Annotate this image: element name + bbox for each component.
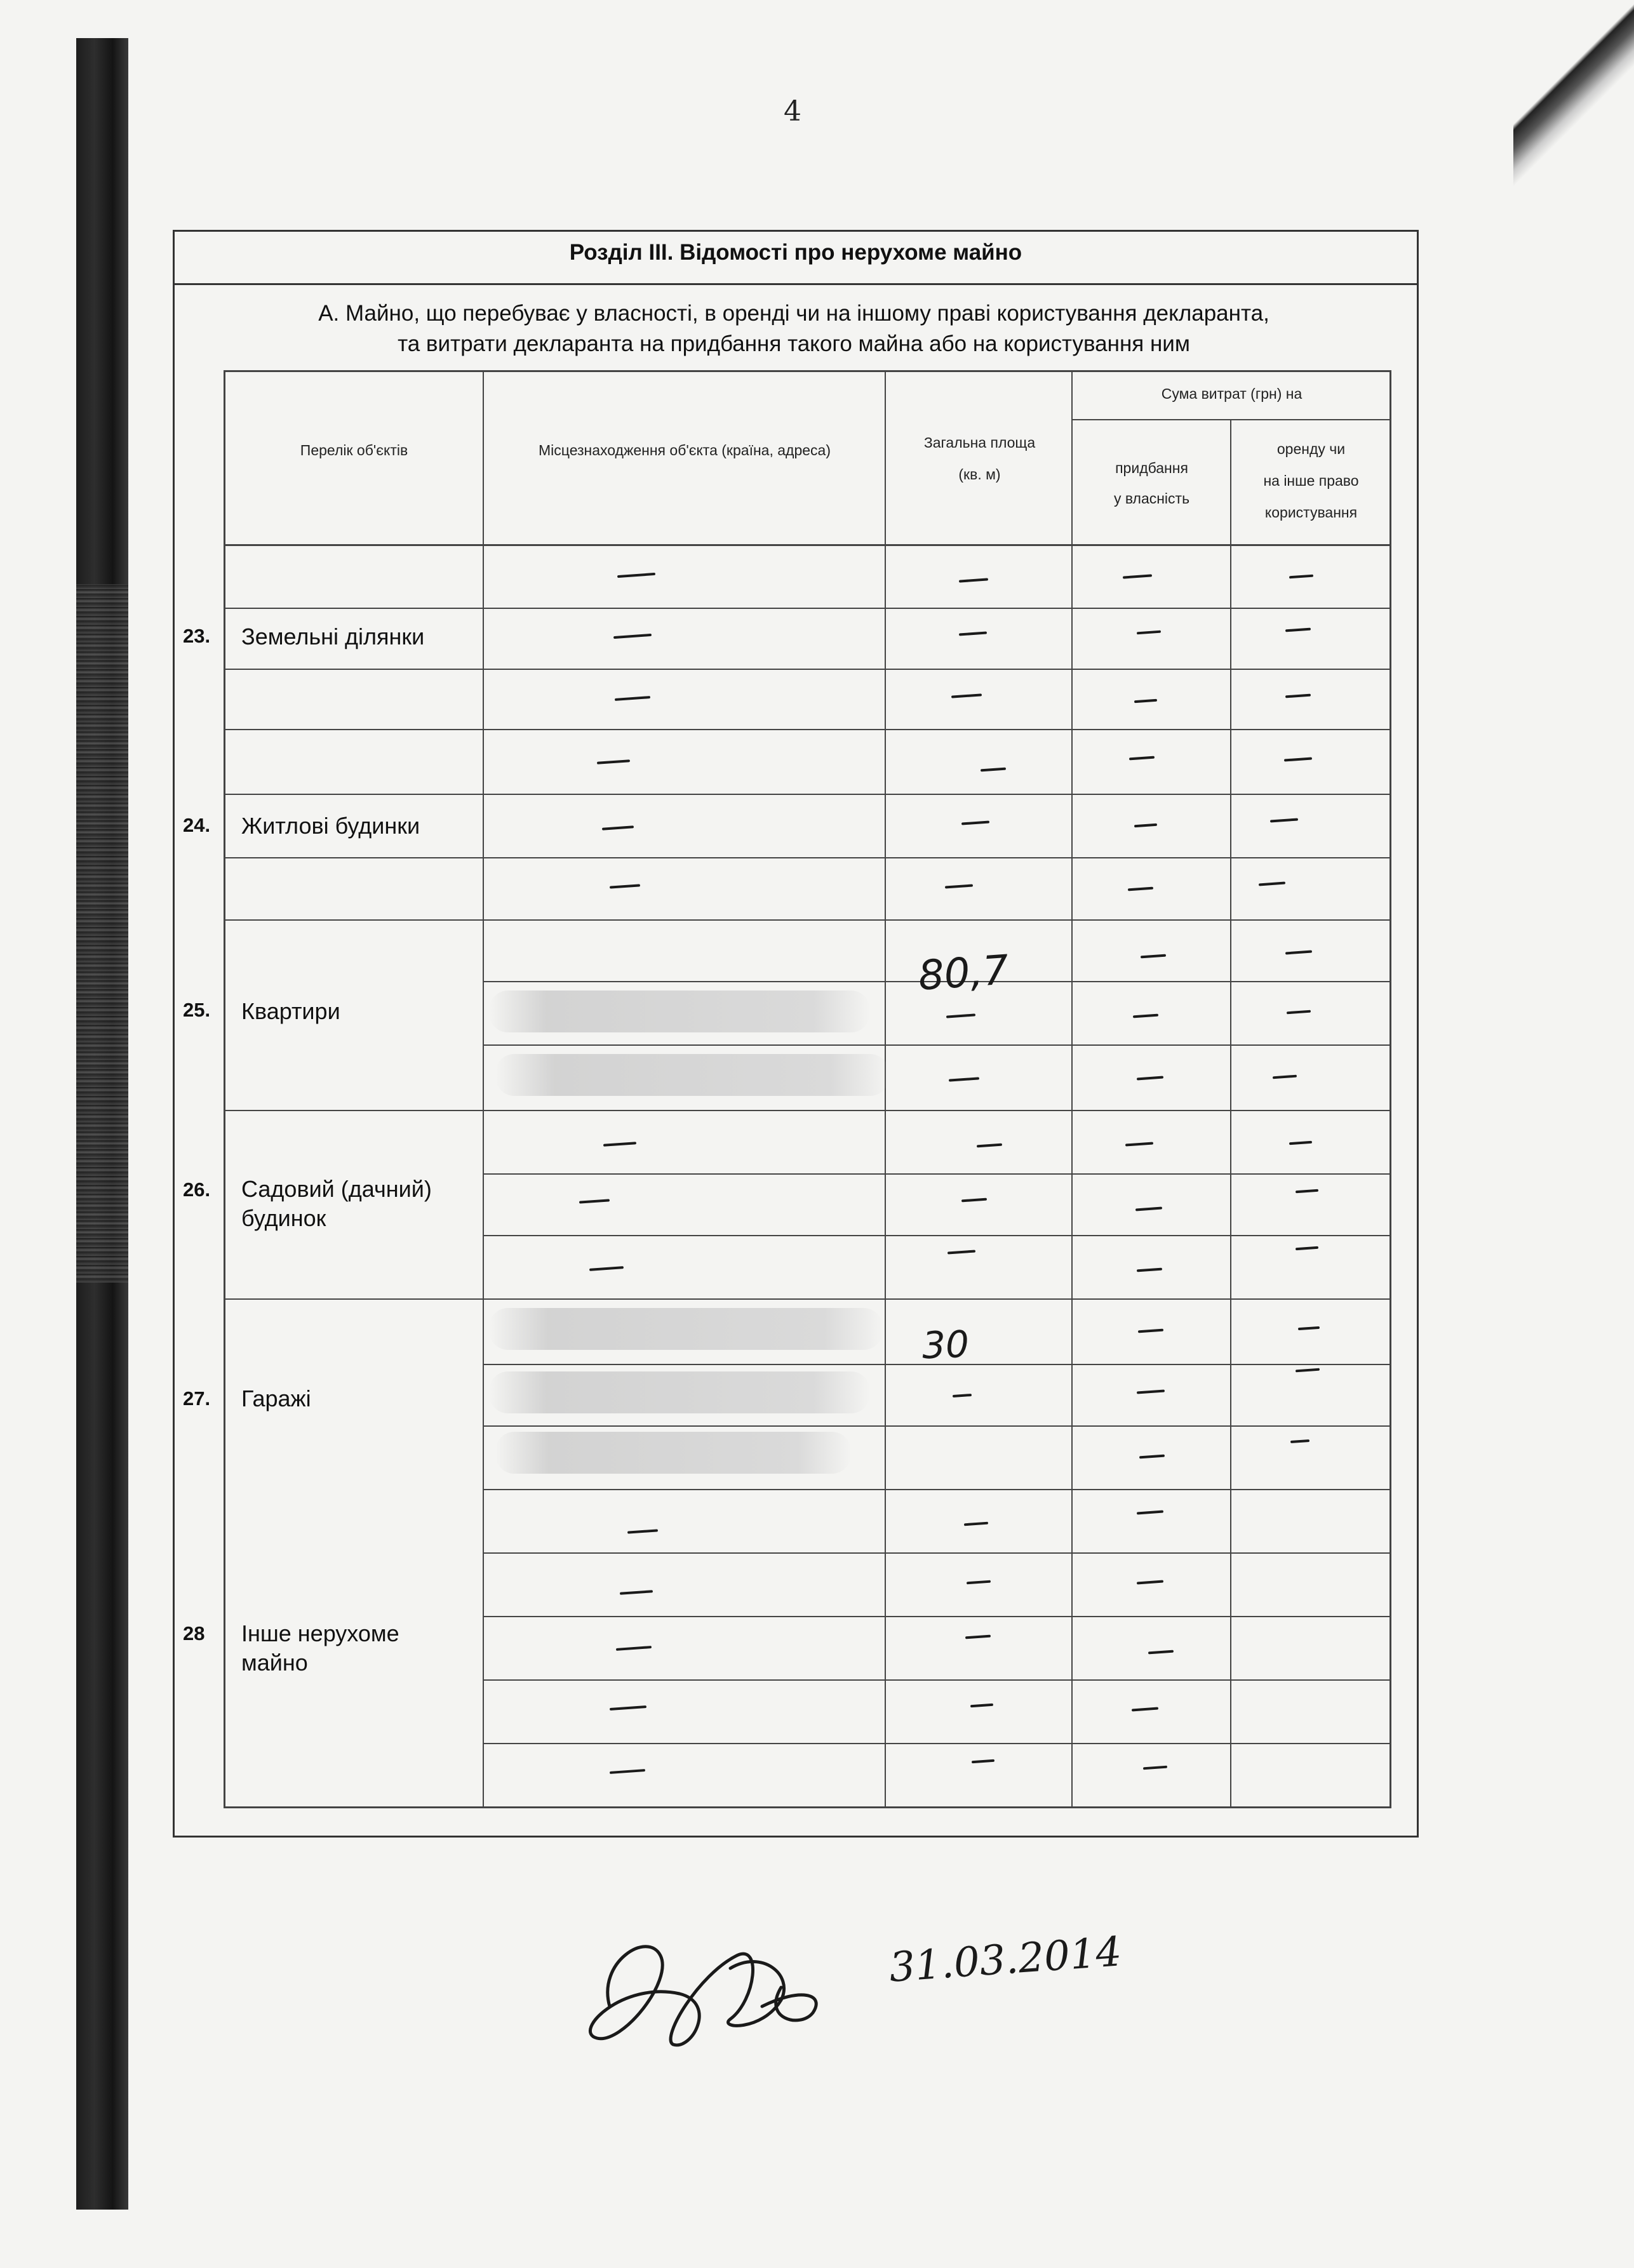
signature-date: 31.03.2014 (887, 1928, 1123, 1992)
subrow-line (483, 1173, 1391, 1175)
table-bottom-border (224, 1806, 1391, 1808)
redacted-address (489, 991, 870, 1032)
title-rule (173, 283, 1419, 285)
corner-scan-artifact (1513, 0, 1634, 190)
subtitle-line-2: та витрати декларанта на придбання такого майна або на користування ним (398, 331, 1190, 356)
subrow-line (224, 1298, 1391, 1300)
row-label-other (241, 1619, 399, 1678)
subrow-line (224, 669, 1391, 670)
expenses-header-rule (1071, 419, 1391, 420)
header-bottom-rule (224, 544, 1391, 546)
header-rent (1233, 438, 1389, 523)
subrow-line (224, 608, 1391, 609)
section-title: Розділ ІІІ. Відомості про нерухоме майно (569, 240, 1022, 265)
subrow-line (224, 1110, 1391, 1111)
header-purchase-line-1: придбання (1115, 460, 1188, 476)
subtitle-line-1: А. Майно, що перебуває у власності, в оренді чи на іншому праві користування декларанта, (318, 301, 1269, 326)
subrow-line (483, 1616, 1391, 1617)
row-label-country-house (241, 1175, 432, 1233)
row-label-country-house-line-2: будинок (241, 1205, 326, 1231)
header-area (889, 432, 1070, 485)
table-left-border (224, 370, 225, 1808)
apartment-area-handwritten: 80,7 (916, 947, 1010, 1000)
row-number-25: 25. (183, 999, 211, 1021)
redacted-address (495, 1054, 889, 1096)
redacted-address (489, 1308, 883, 1350)
signature (572, 1911, 864, 2064)
header-rent-line-1: оренду чи (1276, 441, 1346, 457)
subrow-line (483, 1489, 1391, 1490)
col-sep-location (483, 370, 484, 1808)
header-purchase-line-2: у власність (1113, 490, 1190, 507)
table-right-border (1390, 370, 1391, 1808)
row-number-26: 26. (183, 1178, 211, 1201)
subrow-line (483, 1235, 1391, 1236)
section-frame (173, 230, 1419, 1838)
binding-strip (76, 38, 128, 2210)
page-number: 4 (784, 95, 801, 128)
header-purchase (1075, 457, 1229, 509)
col-sep-rent (1230, 419, 1231, 1808)
row-number-24: 24. (183, 814, 211, 836)
section-subtitle (184, 298, 1403, 359)
table-top-border (224, 370, 1391, 372)
header-rent-line-3: користування (1264, 504, 1358, 521)
row-label-garages: Гаражі (241, 1385, 311, 1411)
row-label-other-line-1: Інше нерухоме (241, 1620, 399, 1646)
header-location: Місцезнаходження об'єкта (країна, адреса) (539, 442, 831, 458)
header-area-line-1: Загальна площа (923, 434, 1036, 451)
header-expenses: Сума витрат (грн) на (1161, 385, 1303, 402)
header-area-line-2: (кв. м) (958, 466, 1001, 483)
header-objects: Перелік об'єктів (300, 442, 408, 458)
subrow-line (483, 1743, 1391, 1744)
subrow-line (483, 1552, 1391, 1554)
row-label-land: Земельні ділянки (241, 624, 425, 650)
subrow-line (483, 1679, 1391, 1681)
subrow-line (483, 1425, 1391, 1427)
garage-area-handwritten: 30 (921, 1322, 970, 1368)
header-rent-line-2: на інше право (1263, 472, 1359, 489)
subrow-line (483, 1044, 1391, 1046)
row-number-23: 23. (183, 625, 211, 647)
row-number-28: 28 (183, 1622, 205, 1644)
col-sep-purchase (1071, 370, 1073, 1808)
col-sep-area (885, 370, 886, 1808)
redacted-address (489, 1371, 870, 1413)
subrow-line (224, 729, 1391, 730)
row-number-27: 27. (183, 1387, 211, 1410)
subrow-line (224, 794, 1391, 795)
subrow-line (224, 857, 1391, 858)
row-label-houses: Житлові будинки (241, 813, 420, 839)
subrow-line (224, 919, 1391, 921)
redacted-address (495, 1432, 851, 1474)
row-label-country-house-line-1: Садовий (дачний) (241, 1176, 432, 1202)
row-label-apartments: Квартири (241, 998, 340, 1024)
row-label-other-line-2: майно (241, 1650, 308, 1676)
